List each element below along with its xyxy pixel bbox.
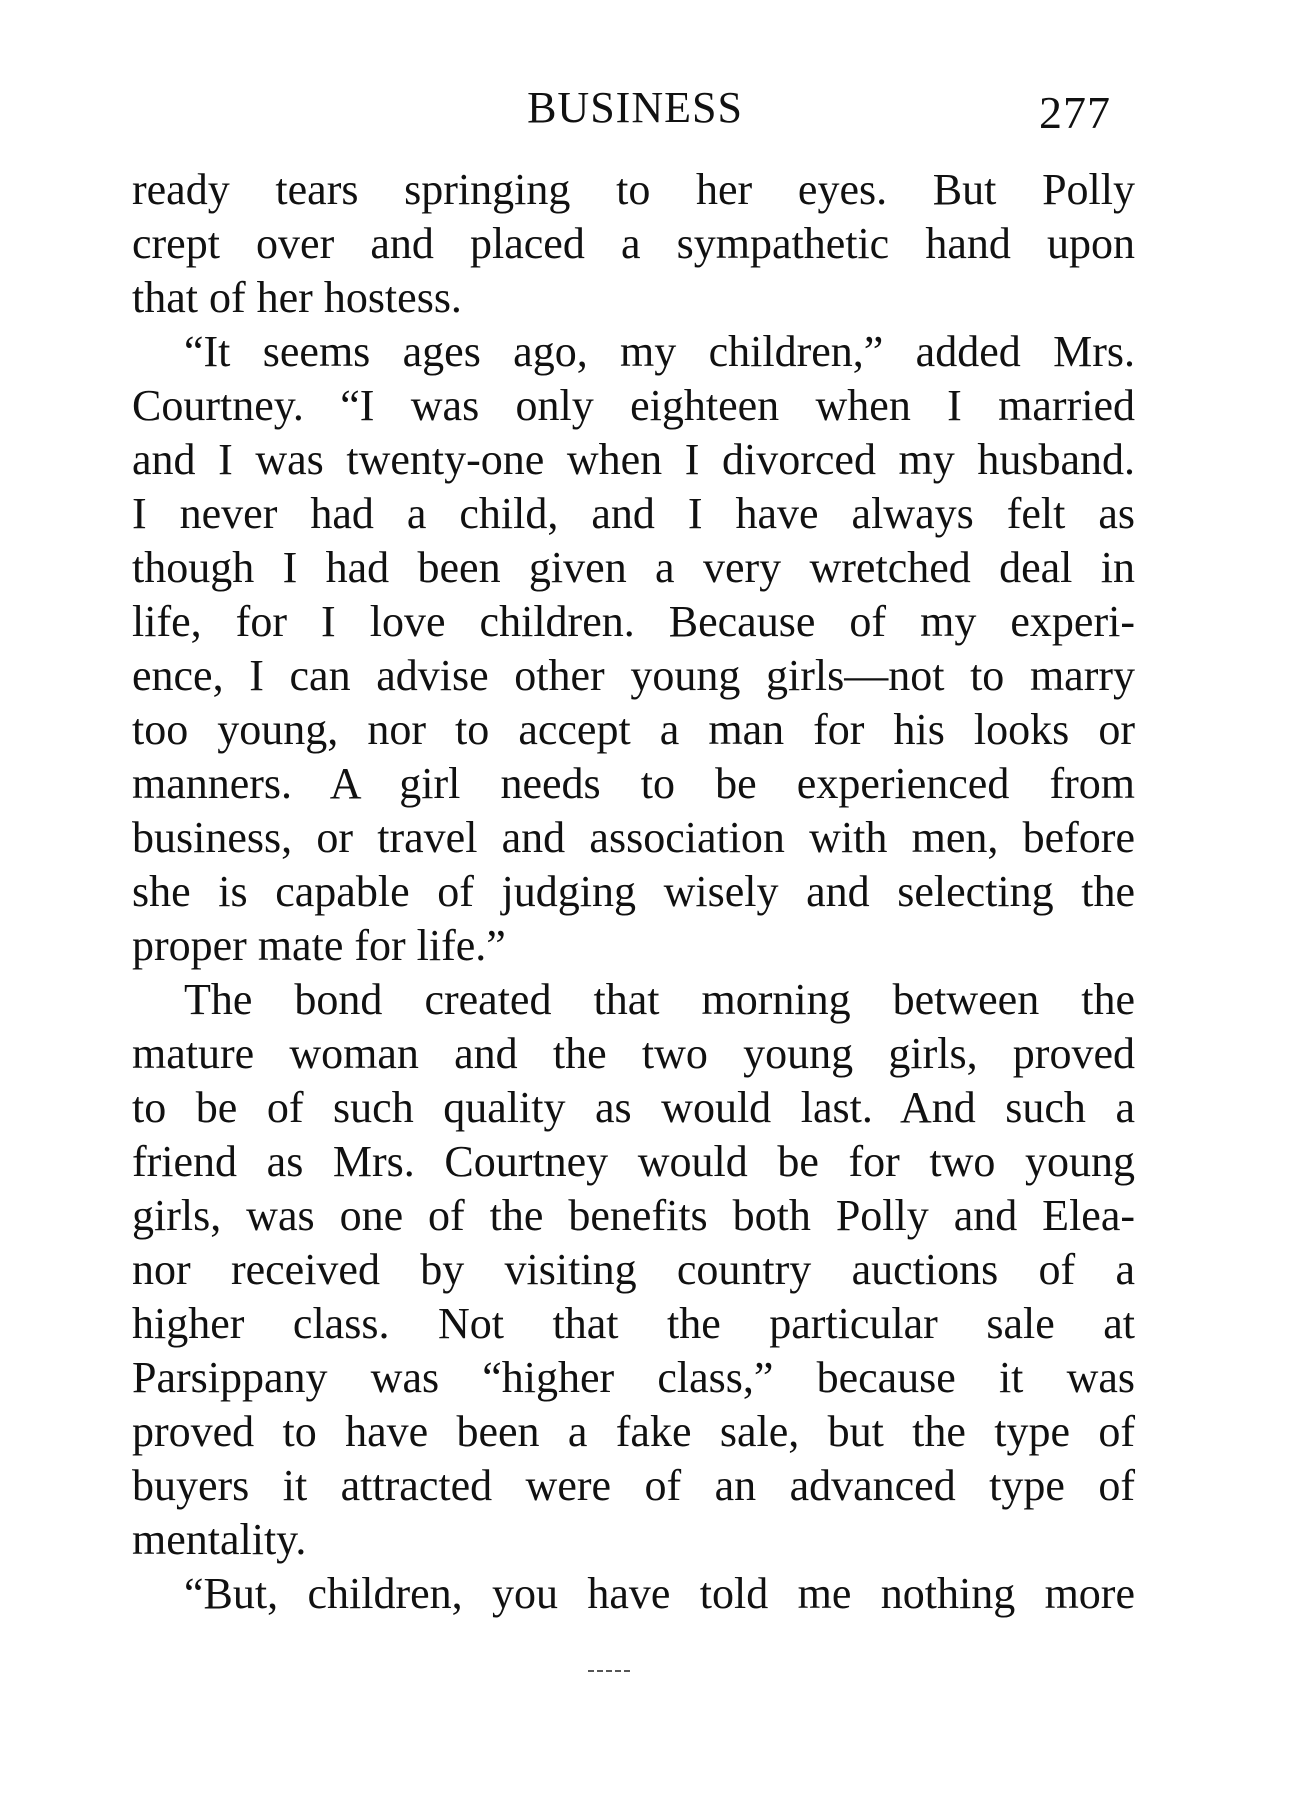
text-line: proved to have been a fake sale, but the type of — [132, 1407, 1135, 1456]
text-line: she is capable of judging wisely and selecting the — [132, 867, 1135, 916]
text-line: ence, I can advise other young girls—not to marry — [132, 651, 1135, 700]
text-line: life, for I love children. Because of my experi- — [132, 597, 1135, 646]
text-line: friend as Mrs. Courtney would be for two young — [132, 1137, 1135, 1186]
text-line: The bond created that morning between the — [184, 975, 1135, 1024]
text-line: proper mate for life.” — [132, 921, 506, 970]
text-line: crept over and placed a sympathetic hand upon — [132, 219, 1135, 268]
text-line: mature woman and the two young girls, proved — [132, 1029, 1135, 1078]
text-line: I never had a child, and I have always felt as — [132, 489, 1135, 538]
text-line: buyers it attracted were of an advanced type of — [132, 1461, 1135, 1510]
text-line: though I had been given a very wretched deal in — [132, 543, 1135, 592]
text-line: mentality. — [132, 1515, 307, 1564]
text-line: girls, was one of the benefits both Polly and Elea- — [132, 1191, 1135, 1240]
text-line: nor received by visiting country auctions of a — [132, 1245, 1135, 1294]
footer-rule — [588, 1670, 630, 1672]
text-line: Parsippany was “higher class,” because it was — [132, 1353, 1135, 1402]
running-title: BUSINESS — [527, 83, 743, 132]
text-line: “But, children, you have told me nothing more — [184, 1569, 1135, 1618]
text-line: to be of such quality as would last. And such a — [132, 1083, 1135, 1132]
text-line: too young, nor to accept a man for his looks or — [132, 705, 1135, 754]
text-line: “It seems ages ago, my children,” added Mrs. — [184, 327, 1135, 376]
text-line: and I was twenty-one when I divorced my husband. — [132, 435, 1135, 484]
body-text — [132, 163, 1135, 1621]
running-head — [0, 82, 1301, 142]
text-line: that of her hostess. — [132, 273, 462, 322]
text-line: business, or travel and association with men, before — [132, 813, 1135, 862]
text-line: higher class. Not that the particular sale at — [132, 1299, 1135, 1348]
page-number: 277 — [1039, 87, 1111, 138]
text-line: manners. A girl needs to be experienced from — [132, 759, 1135, 808]
text-line: Courtney. “I was only eighteen when I married — [132, 381, 1135, 430]
text-line: ready tears springing to her eyes. But Polly — [132, 165, 1135, 214]
